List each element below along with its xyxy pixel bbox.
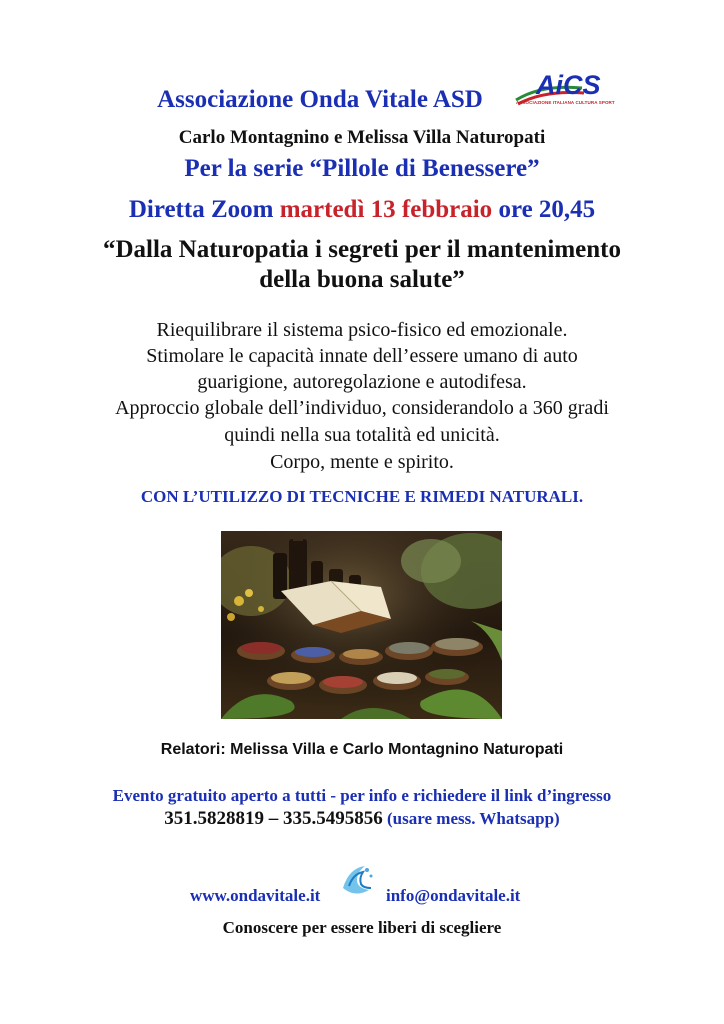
phones-line xyxy=(0,808,724,830)
talk-title-line2: della buona salute” xyxy=(259,266,465,293)
aics-caption: ASSOCIAZIONE ITALIANA CULTURA SPORT xyxy=(516,100,615,105)
zoom-date: martedì 13 febbraio xyxy=(279,196,493,223)
zoom-line xyxy=(0,196,724,224)
body-line: Approccio globale dell’individuo, considerandolo a 360 gradi xyxy=(115,397,609,419)
zoom-time: ore 20,45 xyxy=(492,196,596,223)
body-line: Riequilibrare il sistema psico-fisico ed emozionale. xyxy=(156,319,568,341)
onda-vitale-wave-logo xyxy=(335,858,379,900)
herbal-remedies-photo xyxy=(221,531,502,719)
series-title: Per la serie “Pillole di Benessere” xyxy=(184,155,540,182)
herbal-remedies-illustration xyxy=(221,531,502,719)
body-line: Stimolare le capacità innate dell’essere umano di auto xyxy=(146,345,578,367)
zoom-prefix: Diretta Zoom xyxy=(128,196,280,223)
techniques-line: CON L’UTILIZZO DI TECNICHE E RIMEDI NATURALI. xyxy=(140,487,584,506)
talk-title-line1: “Dalla Naturopatia i segreti per il mantenimento xyxy=(102,236,622,263)
phones-note: (usare mess. Whatsapp) xyxy=(382,809,560,828)
phone-numbers: 351.5828819 – 335.5495856 xyxy=(164,808,383,829)
speakers-line: Relatori: Melissa Villa e Carlo Montagnino Naturopati xyxy=(160,741,564,758)
body-line: quindi nella sua totalità ed unicità. xyxy=(224,424,500,446)
aics-logo-text: AiCS xyxy=(536,70,601,100)
body-line: Corpo, mente e spirito. xyxy=(270,451,454,473)
free-event-line: Evento gratuito aperto a tutti - per info e richiedere il link d’ingresso xyxy=(112,786,612,805)
org-title: Associazione Onda Vitale ASD xyxy=(157,86,483,113)
email-link[interactable]: info@ondavitale.it xyxy=(386,886,521,905)
authors: Carlo Montagnino e Melissa Villa Naturopati xyxy=(178,127,546,148)
body-line: guarigione, autoregolazione e autodifesa. xyxy=(197,371,527,393)
motto-line: Conoscere per essere liberi di scegliere xyxy=(222,918,502,937)
website-link[interactable]: www.ondavitale.it xyxy=(190,886,321,905)
